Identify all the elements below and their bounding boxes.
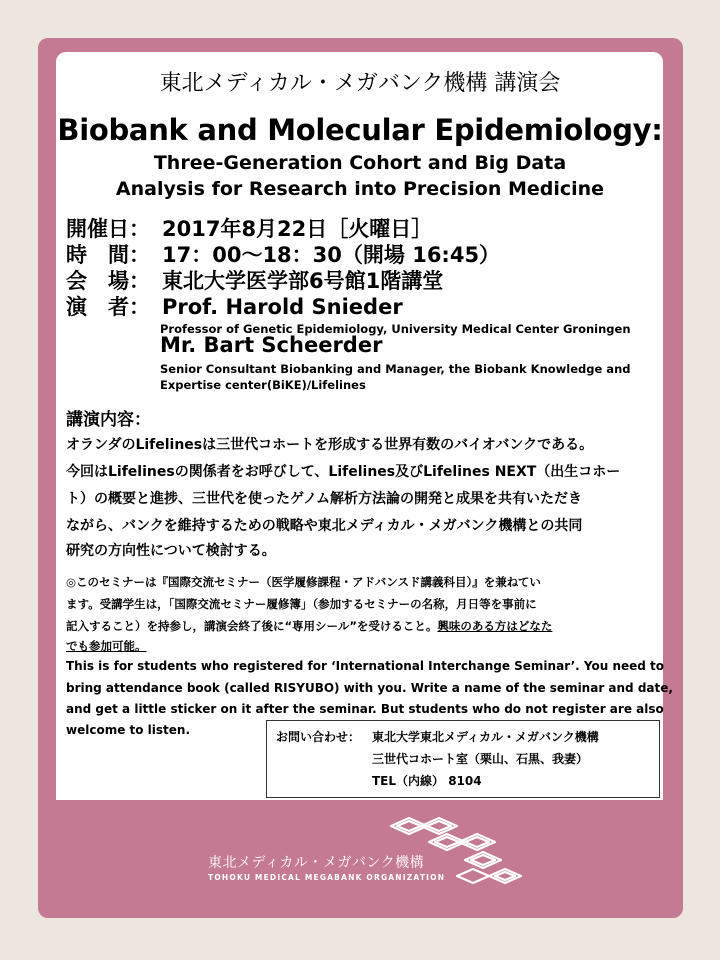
- contact-label: お問い合わせ：: [276, 730, 361, 744]
- content-line: オランダのLifelinesは三世代コホートを形成する世界有数のバイオバンクである。: [66, 437, 594, 453]
- speaker2-role-line1: Senior Consultant Biobanking and Manager, the Biobank Knowledge and: [160, 362, 631, 376]
- venue-label: 会 場：: [66, 269, 150, 293]
- time-label: 時 間：: [66, 243, 150, 267]
- speaker1-role: Professor of Genetic Epidemiology, University Medical Center Groningen: [160, 322, 631, 336]
- note-line: ます。受講学生は，「国際交流セミナー履修簿」（参加するセミナーの名称，月日等を事前に: [66, 597, 537, 611]
- event-series-title: 東北メディカル・メガバンク機構 講演会: [159, 71, 561, 96]
- note-open-to-all: 興味のある方はどなた: [437, 619, 553, 633]
- speaker2-name: Mr. Bart Scheerder: [160, 333, 383, 357]
- contact-office: 三世代コホート室（栗山、石黒、我妻）: [372, 752, 589, 766]
- speaker-row: [66, 294, 403, 320]
- footer-org-name-en: TOHOKU MEDICAL MEGABANK ORGANIZATION: [208, 873, 446, 882]
- content-line: 今回はLifelinesの関係者をお呼びして、Lifelines及びLifelines NEXT（出生コホー: [66, 464, 621, 480]
- content-line: ながら、バンクを維持するための戦略や東北メディカル・メガバンク機構との共同: [66, 518, 583, 534]
- speaker1-name: Prof. Harold Snieder: [162, 295, 403, 319]
- time-value: 17：00～18：30（開場 16:45）: [162, 243, 501, 267]
- english-line: This is for students who registered for ‘International Interchange Seminar’. You need to: [66, 659, 665, 673]
- english-line: bring attendance book (called RISYUBO) with you. Write a name of the seminar and date,: [66, 681, 673, 695]
- time-row: [66, 242, 500, 268]
- contact-box: [266, 720, 660, 798]
- date-row: [66, 216, 432, 242]
- date-label: 開催日：: [66, 217, 150, 241]
- note-line: [66, 618, 552, 634]
- lecture-title: Biobank and Molecular Epidemiology:: [57, 113, 663, 147]
- venue-row: [66, 268, 443, 294]
- footer-org-name-jp: 東北メディカル・メガバンク機構: [208, 855, 425, 871]
- lecture-subtitle-line2: Analysis for Research into Precision Medicine: [115, 178, 605, 200]
- lecture-subtitle-line1: Three-Generation Cohort and Big Data: [153, 152, 567, 174]
- note-open-to-all-end: でも参加可能。: [66, 639, 147, 653]
- contact-org: 東北大学東北メディカル・メガバンク機構: [372, 730, 599, 744]
- content-line: ト）の概要と進捗、三世代を使ったゲノム解析方法論の開発と成果を共有いただき: [66, 491, 583, 507]
- contact-tel: TEL（内線） 8104: [372, 774, 482, 788]
- note-line: [66, 638, 147, 654]
- note-line: ◎このセミナーは『国際交流セミナー（医学履修課程・アドバンスド講義科目）』を兼ねてい: [66, 575, 541, 589]
- content-heading: 講演内容：: [66, 410, 151, 430]
- content-line: 研究の方向性について検討する。: [66, 543, 276, 559]
- english-line: welcome to listen.: [66, 723, 191, 737]
- speaker-label: 演 者：: [66, 295, 150, 319]
- english-line: and get a little sticker on it after the seminar. But students who do not register are also: [66, 702, 664, 716]
- speaker2-role-line2: Expertise center(BiKE)/Lifelines: [160, 378, 366, 392]
- note-line3-text: 記入すること）を持参し，講演会終了後に“専用シール”を受けること。: [66, 619, 438, 633]
- date-value: 2017年8月22日［火曜日］: [162, 217, 433, 241]
- venue-value: 東北大学医学部6号館1階講堂: [162, 269, 444, 293]
